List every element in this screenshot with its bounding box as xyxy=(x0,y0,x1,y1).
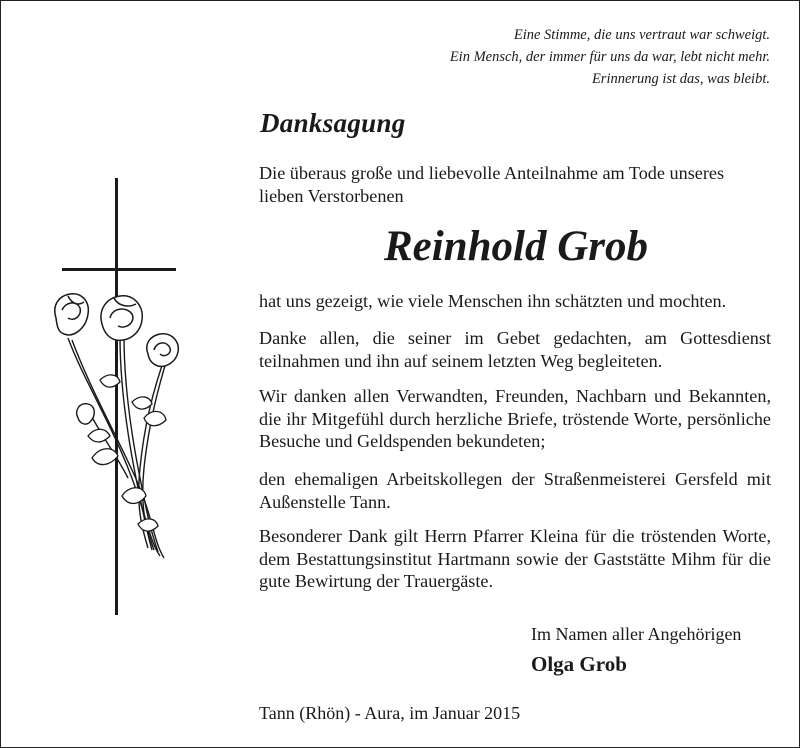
paragraph-3: Wir danken allen Verwandten, Freunden, Nachbarn und Bekannten, die ihr Mitgefühl durch herzliche Briefe, tröstende Worte, persönliche Besuche und Geldspenden bekundeten; xyxy=(259,386,771,452)
motto-line-1: Eine Stimme, die uns vertraut war schweigt. xyxy=(513,27,770,43)
rose-left xyxy=(55,294,89,335)
paragraph-4: den ehemaligen Arbeitskollegen der Straßenmeisterei Gersfeld mit Außenstelle Tann. xyxy=(259,469,771,512)
paragraph-2: Danke allen, die seiner im Gebet gedachten, am Gottesdienst teilnahmen und ihn auf seinem letzten Weg begleiteten. xyxy=(259,328,771,371)
place-date: Tann (Rhön) - Aura, im Januar 2015 xyxy=(259,703,521,723)
rose-right xyxy=(147,334,179,367)
cross-vertical-beam xyxy=(115,178,118,615)
rose-center xyxy=(101,296,142,341)
motto xyxy=(450,24,770,90)
cross-with-roses-illustration xyxy=(48,178,188,618)
signature-name: Olga Grob xyxy=(531,652,627,676)
paragraph-5: Besonderer Dank gilt Herrn Pfarrer Kleina für die tröstenden Worte, dem Bestattungsinstitut Hartmann sowie der Gaststätte Mihm für die gute Bewirtung der Trauergäste. xyxy=(259,526,771,592)
paragraph-1: hat uns gezeigt, wie viele Menschen ihn schätzten und mochten. xyxy=(259,291,727,311)
signature-line: Im Namen aller Angehörigen xyxy=(531,624,742,644)
motto-line-2: Ein Mensch, der immer für uns da war, lebt nicht mehr. xyxy=(449,49,770,65)
motto-line-3: Erinnerung ist das, was bleibt. xyxy=(591,71,770,87)
heading: Danksagung xyxy=(260,108,406,138)
cross-horizontal-beam xyxy=(62,268,176,271)
rose-bud xyxy=(77,404,95,424)
intro-text: Die überaus große und liebevolle Anteilnahme am Tode unseres lieben Verstorbenen xyxy=(259,163,725,206)
deceased-name: Reinhold Grob xyxy=(383,223,649,270)
